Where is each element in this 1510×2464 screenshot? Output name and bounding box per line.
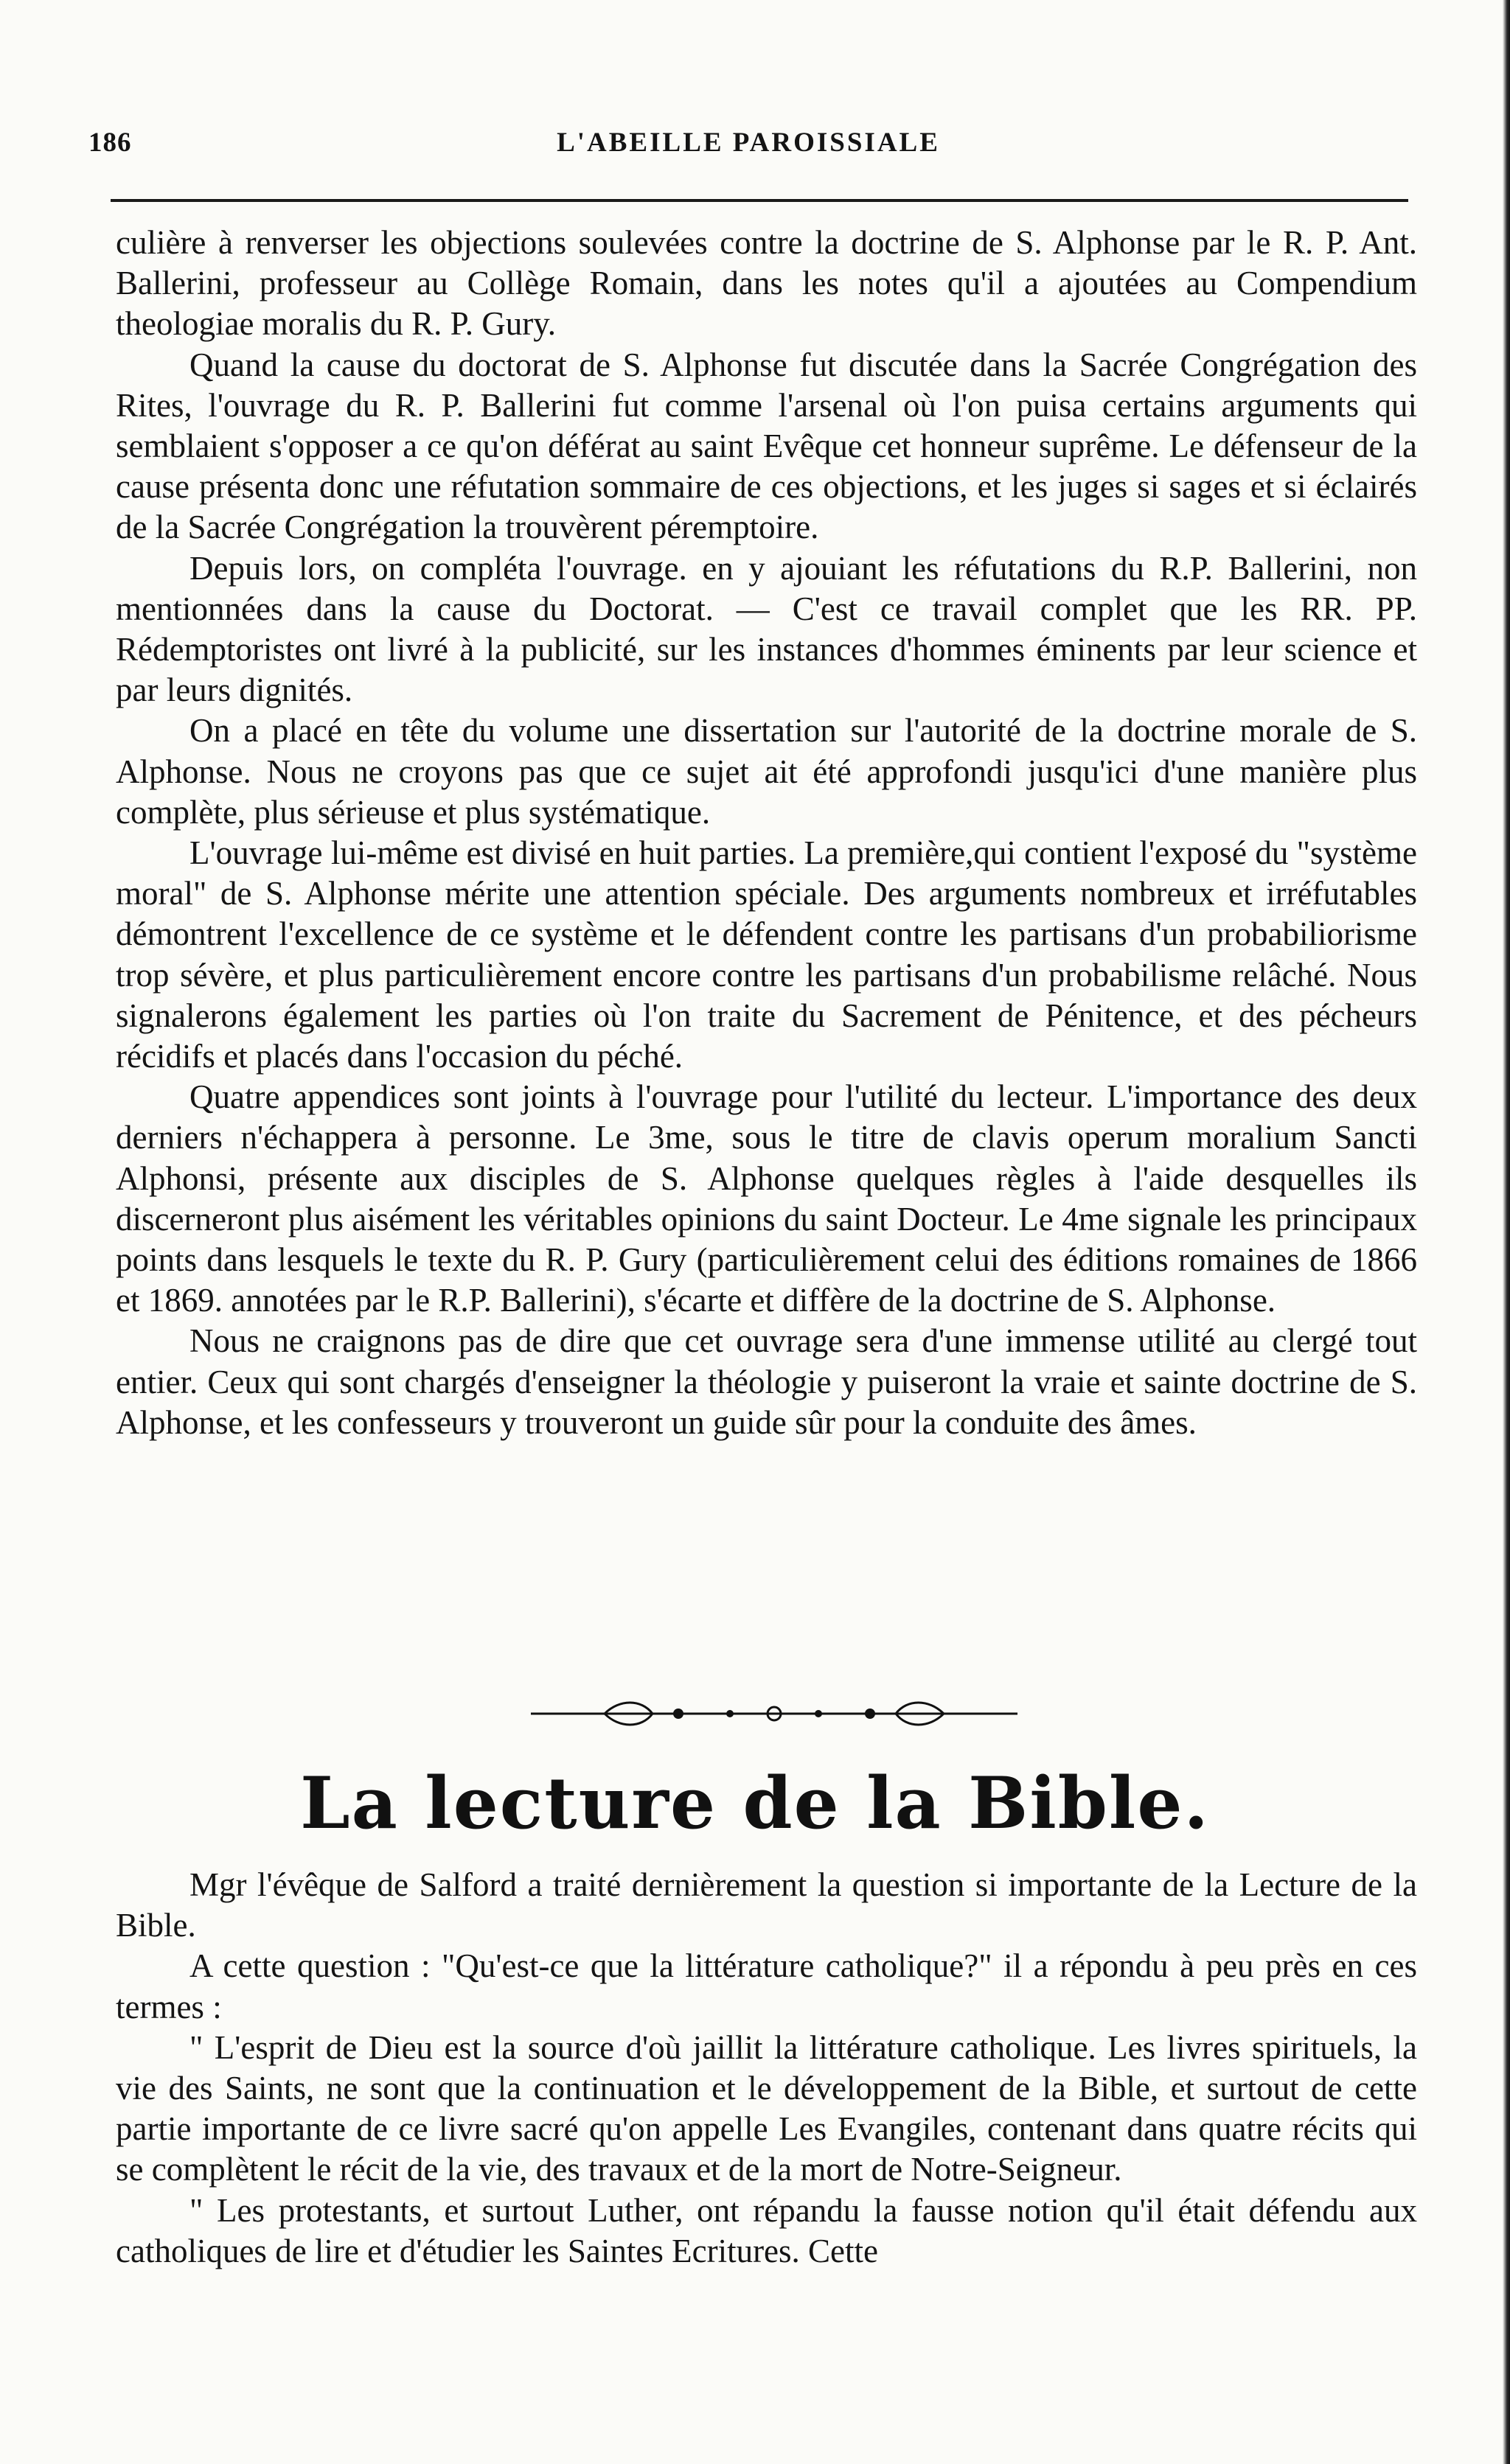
paragraph-2: Quand la cause du doctorat de S. Alphonse fut discutée dans la Sacrée Congrégation des Rites, l'ouvrage du R. P. Ballerini fut comme l'arsenal où l'on puisa certains arguments qui semblaient s'opposer a ce qu'on déférat au saint Evêque cet honneur suprême. Le défenseur de la cause présenta donc une réfutation sommaire de ces objections, et les juges si sages et si éclairés de la Sacrée Congrégation la trouvèrent péremptoire. <box>116 346 1417 546</box>
page-edge-shadow <box>1503 0 1510 2464</box>
bible-paragraph-3: " L'esprit de Dieu est la source d'où jaillit la littérature catholique. Les livres spirituels, la vie des Saints, ne sont que la continuation et le développement de la Bible, et surtout de cette partie importante de ce livre sacré qu'on appelle Les Evangiles, contenant dans quatre récits qui se complètent le récit de la vie, des travaux et de la mort de Notre-Seigneur. <box>116 2028 1417 2188</box>
article-body <box>116 223 1417 1443</box>
paragraph-7: Nous ne craignons pas de dire que cet ouvrage sera d'une immense utilité au clergé tout entier. Ceux qui sont chargés d'enseigner la théologie y puiseront la vraie et sainte doctrine de S. Alphonse, et les confesseurs y trouveront un guide sûr pour la conduite des âmes. <box>116 1322 1417 1441</box>
paragraph-1: culière à renverser les objections soulevées contre la doctrine de S. Alphonse par le R. P. Ant. Ballerini, professeur au Collège Romain, dans les notes qu'il a ajoutées au Compendium theologiae moralis du R. P. Gury. <box>116 224 1417 343</box>
running-head: L'ABEILLE PAROISSIALE <box>557 128 940 158</box>
bible-paragraph-2: A cette question : "Qu'est-ce que la littérature catholique?" il a répondu à peu près en ces termes : <box>116 1947 1417 2025</box>
bible-article-body <box>116 1865 1417 2272</box>
paragraph-5: L'ouvrage lui-même est divisé en huit parties. La première,qui contient l'exposé du "système moral" de S. Alphonse mérite une attention spéciale. Des arguments nombreux et irréfutables démontrent l'excellence de ce système et le défendent contre les partisans d'un probabiliorisme trop sévère, et plus particulièrement encore contre les partisans d'un probabilisme relâché. Nous signalerons également les parties où l'on traite du Sacrement de Pénitence, et des pécheurs récidifs et placés dans l'occasion du péché. <box>116 834 1417 1075</box>
article-title: La lecture de la Bible. <box>300 1762 1210 1845</box>
page-number: 186 <box>88 128 132 158</box>
page-header <box>88 118 1408 170</box>
decorative-divider-icon <box>531 1695 1017 1732</box>
paragraph-6: Quatre appendices sont joints à l'ouvrage pour l'utilité du lecteur. L'importance des deux derniers n'échappera à personne. Le 3me, sous le titre de clavis operum moralium Sancti Alphonsi, présente aux disciples de S. Alphonse quelques règles à l'aide desquelles ils discerneront plus aisément les véritables opinions du saint Docteur. Le 4me signale les principaux points dans lesquels le texte du R. P. Gury (particulièrement celui des éditions romaines de 1866 et 1869. annotées par le R.P. Ballerini), s'écarte et diffère de la doctrine de S. Alphonse. <box>116 1078 1417 1319</box>
bible-paragraph-4: " Les protestants, et surtout Luther, ont répandu la fausse notion qu'il était défendu aux catholiques de lire et d'étudier les Saintes Ecritures. Cette <box>116 2191 1417 2269</box>
paragraph-3: Depuis lors, on compléta l'ouvrage. en y ajouiant les réfutations du R.P. Ballerini, non mentionnées dans la cause du Doctorat. — C'est ce travail complet que les RR. PP. Rédemptoristes ont livré à la publicité, sur les instances d'hommes éminents par leur science et par leurs dignités. <box>116 549 1417 709</box>
bible-paragraph-1: Mgr l'évêque de Salford a traité dernièrement la question si importante de la Lecture de la Bible. <box>116 1866 1417 1944</box>
header-rule <box>111 199 1408 202</box>
paragraph-4: On a placé en tête du volume une dissertation sur l'autorité de la doctrine morale de S. Alphonse. Nous ne croyons pas que ce sujet ait été approfondi jusqu'ici d'une manière plus complète, plus sérieuse et plus systématique. <box>116 712 1417 831</box>
